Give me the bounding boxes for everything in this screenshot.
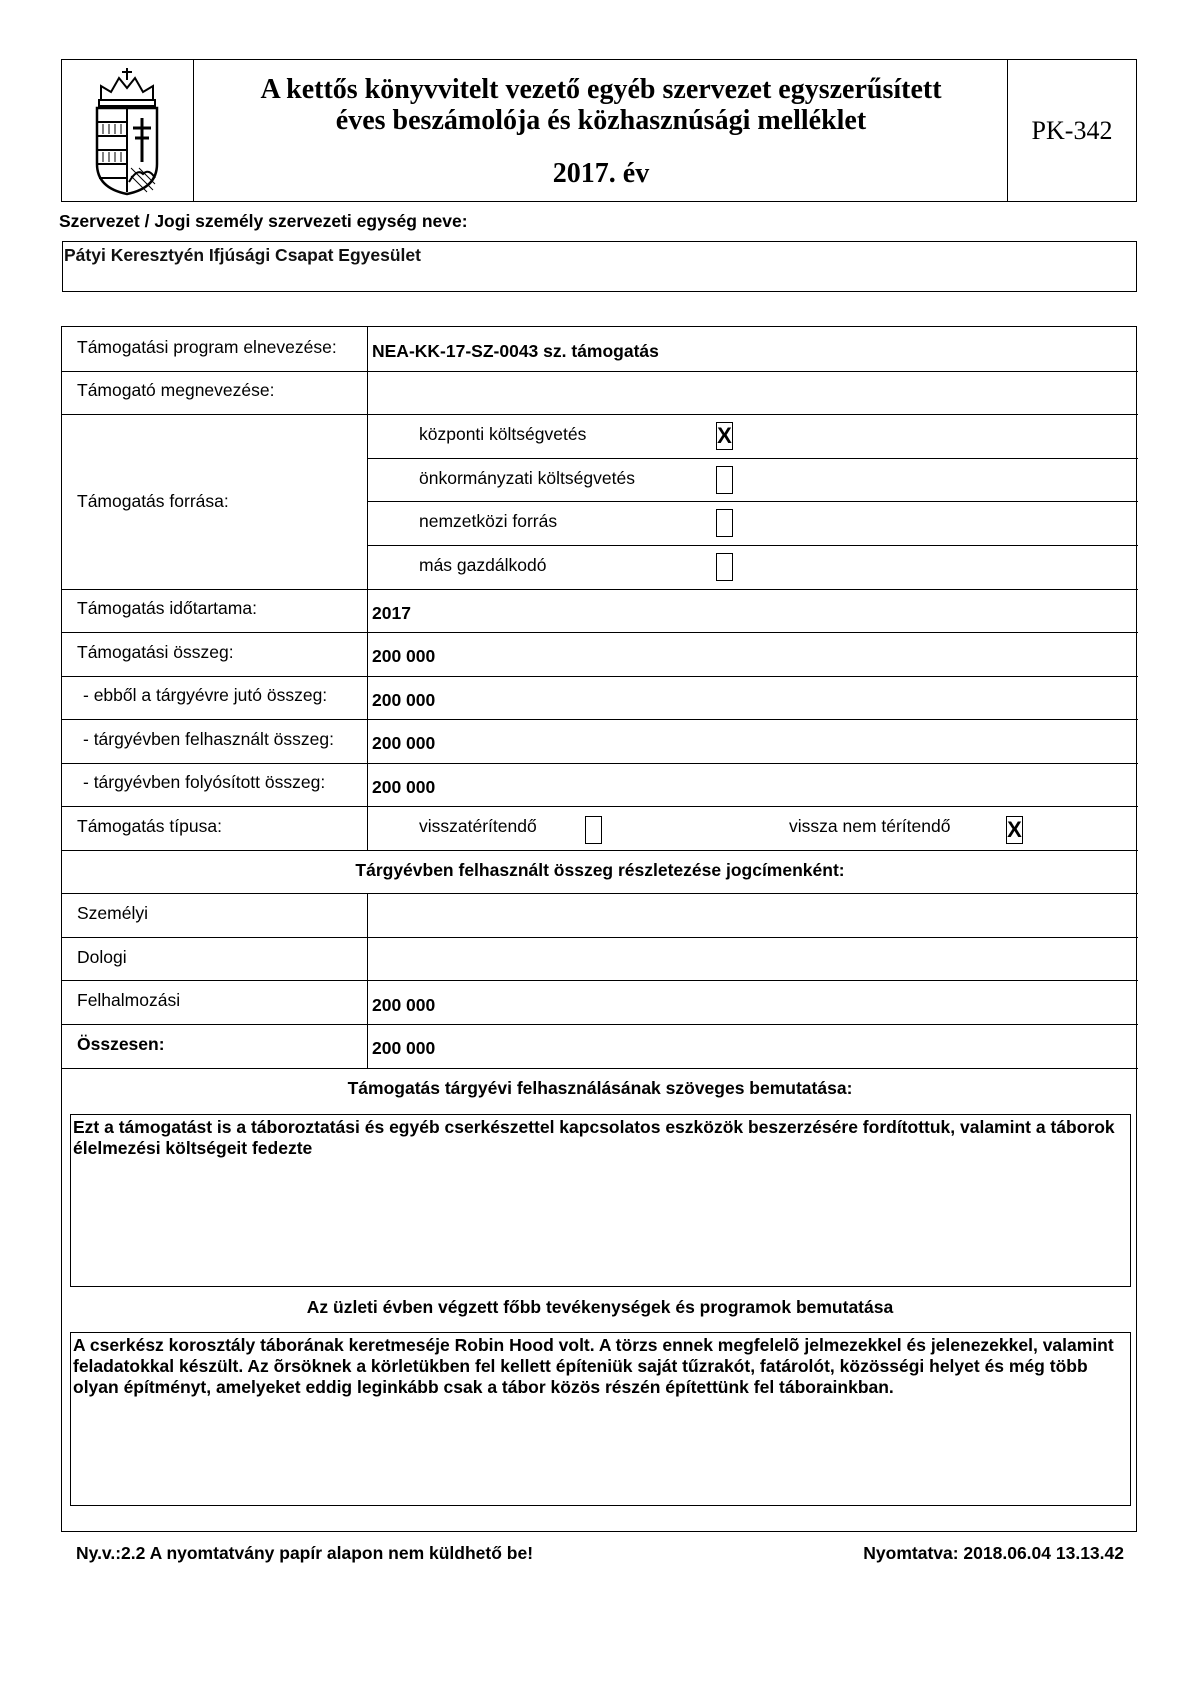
usage-text-area[interactable]: Ezt a támogatást is a táboroztatási és egyéb cserkészettel kapcsolatos eszközök beszerzésére fordítottuk, valamint a táborok élelmezési költségeit fedezte [70,1114,1131,1287]
year-amount-value[interactable]: 200 000 [372,690,436,710]
accumulation-value[interactable]: 200 000 [372,995,436,1015]
footer-note: Ny.v.:2.2 A nyomtatvány papír alapon nem küldhető be! [76,1543,534,1563]
coat-of-arms-icon [87,64,167,196]
footer-print-date: Nyomtatva: 2018.06.04 13.13.42 [863,1543,1124,1563]
form-title-line1: A kettős könyvvitelt vezető egyéb szervezet egyszerűsített [260,74,942,105]
form-title-line2: éves beszámolója és közhasznúsági melléklet [335,105,867,136]
used-amount-value[interactable]: 200 000 [372,733,436,753]
grant-table [61,326,1137,1532]
emblem-cell [62,60,194,201]
source-label: Támogatás forrása: [77,491,229,511]
form-code: PK-342 [1031,115,1113,145]
personal-label: Személyi [77,903,148,923]
amount-label: Támogatási összeg: [77,642,234,662]
activities-heading: Az üzleti évben végzett főbb tevékenységek és programok bemutatása [306,1297,894,1317]
source-municipal-label: önkormányzati költségvetés [419,468,635,488]
type-nonrefundable-label: vissza nem térítendő [789,816,951,836]
amount-value[interactable]: 200 000 [372,646,436,666]
organization-name-field[interactable] [62,241,1137,292]
activities-text-area[interactable]: A cserkész korosztály táborának keretmeséje Robin Hood volt. A törzs ennek megfelelõ jelmezekkel és jelenezekkel, valamint feladatokkal készült. Az õrsöknek a körletükben fel kellett építeniük saját tűzrakót, fatárolót, közösségi helyet és még több olyan építményt, amelyeket eddig leginkább csak a tábor közös részén építettünk fel táborainkban. [70,1332,1131,1506]
form-year: 2017. év [552,158,650,189]
year-amount-label: - ebből a tárgyévre jutó összeg: [83,685,328,705]
supporter-label: Támogató megnevezése: [77,380,275,400]
duration-value[interactable]: 2017 [372,603,411,623]
type-label: Támogatás típusa: [77,816,222,836]
type-refundable-checkbox[interactable] [585,816,602,844]
total-value[interactable]: 200 000 [372,1038,436,1058]
material-label: Dologi [77,947,127,967]
breakdown-heading: Tárgyévben felhasznált összeg részletezése jogcímenként: [355,860,845,880]
source-other-label: más gazdálkodó [419,555,547,575]
form-title-cell [194,60,1008,201]
program-name-value[interactable]: NEA-KK-17-SZ-0043 sz. támogatás [372,341,659,361]
source-municipal-checkbox[interactable] [716,466,733,494]
form-header [61,59,1137,202]
form-title [194,74,1008,136]
source-other-checkbox[interactable] [716,553,733,581]
source-international-checkbox[interactable] [716,509,733,537]
used-amount-label: - tárgyévben felhasznált összeg: [83,729,334,749]
accumulation-label: Felhalmozási [77,990,181,1010]
paid-amount-label: - tárgyévben folyósított összeg: [83,772,326,792]
source-central-label: központi költségvetés [419,424,587,444]
total-label: Összesen: [77,1034,165,1054]
type-nonrefundable-checkbox[interactable]: X [1007,817,1022,842]
type-refundable-label: visszatérítendő [419,816,537,836]
organization-label: Szervezet / Jogi személy szervezeti egység neve: [59,211,468,231]
paid-amount-value[interactable]: 200 000 [372,777,436,797]
usage-heading: Támogatás tárgyévi felhasználásának szöveges bemutatása: [347,1078,853,1098]
source-central-checkbox[interactable]: X [717,423,732,448]
organization-name: Pátyi Keresztyén Ifjúsági Csapat Egyesület [64,245,421,265]
duration-label: Támogatás időtartama: [77,598,257,618]
program-name-label: Támogatási program elnevezése: [77,337,337,357]
source-international-label: nemzetközi forrás [419,511,558,531]
